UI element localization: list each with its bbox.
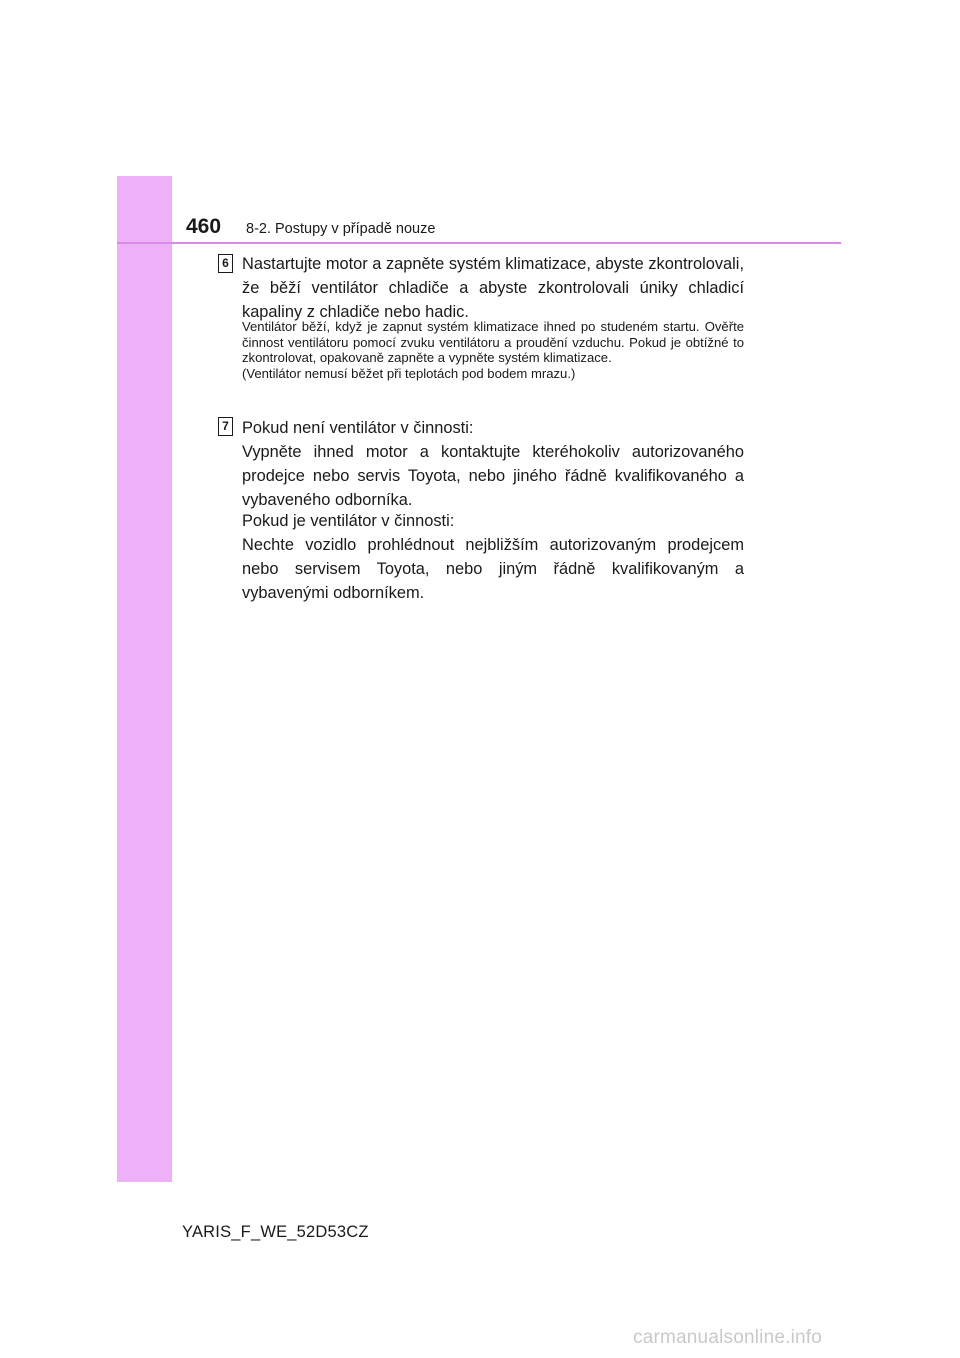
step-number-6: 6 (218, 254, 233, 273)
page-number: 460 (186, 215, 222, 238)
watermark: carmanualsonline.info (633, 1327, 823, 1348)
step-6-note (242, 319, 744, 381)
header-divider (117, 242, 841, 244)
step-6-note-extra: (Ventilátor nemusí běžet při teplotách pod bodem mrazu.) (242, 365, 576, 381)
step-7-block-a (242, 416, 744, 512)
section-title: 8-2. Postupy v případě nouze (246, 221, 436, 237)
side-color-band (117, 176, 172, 1182)
step-6-text: Nastartujte motor a zapněte systém klimatizace, abyste zkontrolovali, že běží ventilátor chladiče a abyste zkontrolovali úniky chladicí kapaliny z chladiče nebo hadic. (242, 255, 744, 321)
step-7-condition-b: Pokud je ventilátor v činnosti: (242, 512, 455, 530)
step-7-text-b: Nechte vozidlo prohlédnout nejbližším autorizovaným prodejcem nebo servisem Toyota, nebo jiným řádně kvalifikovaným a vybavenými odborníkem. (242, 536, 744, 602)
step-7-condition-a: Pokud není ventilátor v činnosti: (242, 419, 474, 437)
step-7-block-b (242, 509, 744, 605)
step-7-text-a: Vypněte ihned motor a kontaktujte kteréhokoliv autorizovaného prodejce nebo servis Toyota, nebo jiného řádně kvalifikovaného a vybaveného odborníka. (242, 443, 744, 509)
step-6-note-text: Ventilátor běží, když je zapnut systém klimatizace ihned po studeném startu. Ověřte činnost ventilátoru pomocí zvuku ventilátoru a proudění vzduchu. Pokud je obtížné to zkontrolovat, opakovaně zapněte a vypněte systém klimatizace. (242, 319, 744, 366)
document-code: YARIS_F_WE_52D53CZ (182, 1223, 369, 1241)
step-number-7: 7 (218, 417, 233, 436)
